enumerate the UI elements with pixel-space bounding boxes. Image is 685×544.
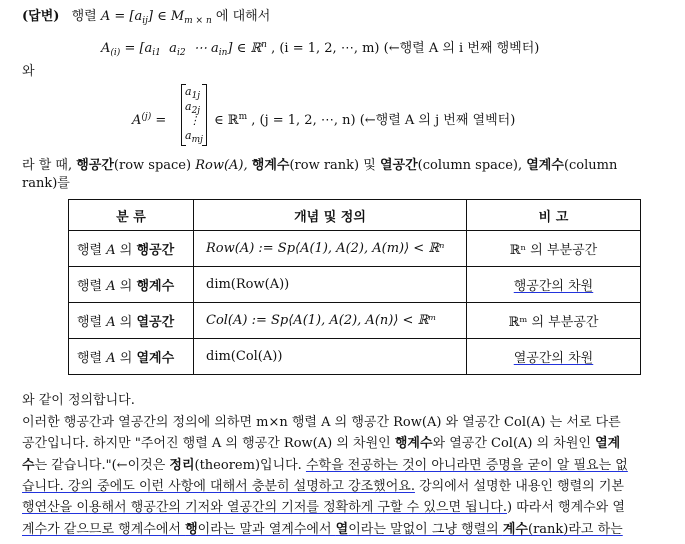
body-line-0: 와 같이 정의합니다. (22, 393, 135, 408)
col-rank-note: 열공간의 차원 (513, 351, 594, 366)
body-line-4: 습니다. 강의 중에도 이런 사항에 대해서 충분히 설명하고 강조했어요. 강의에서 설명한 내용인 행렬의 기본 (22, 479, 624, 494)
table-row: 행렬 A 의 행공간 Row(A) := Sp⟨A(1), A(2), A(m)⟩ < ℝⁿ ℝⁿ 의 부분공간 (69, 231, 641, 267)
row-vector-def: $A_{(i)} = [a_{i1}$ $a_{i2}$ ⋯ $a_{in}$] ∈ ℝ$^n$ , (i = 1, 2, ⋯, m) (←행렬 A 의 i 번째 행벡터) (101, 40, 540, 58)
answer-label: (답변) (22, 9, 60, 24)
definition-table (68, 199, 641, 375)
table-row: 행렬 A 의 행계수 dim(Row(A)) 행공간의 차원 (69, 267, 641, 303)
col-vector-rhs: ∈ ℝ$^m$ , (j = 1, 2, ⋯, n) (←행렬 A 의 j 번째 열벡터) (214, 112, 516, 128)
intro-line-1 (22, 8, 270, 30)
wa-text: 와 (22, 64, 35, 79)
column-vector-matrix: $a_{1j}$ $a_{2j}$ ⋮ $a_{mj}$ (181, 84, 207, 146)
table-row: 행렬 A 의 열공간 Col(A) := Sp⟨A(1), A(2), A(n)⟩ < ℝᵐ ℝᵐ 의 부분공간 (69, 303, 641, 339)
definition-line-1: 라 할 때, 행공간(row space) Row(A), 행계수(row rank) 및 열공간(column space), 열계수(column (22, 158, 618, 173)
col-space-definition: Col(A) := Sp⟨A(1), A(2), A(n)⟩ < ℝᵐ (194, 303, 467, 339)
body-line-3: 수는 같습니다."(←이것은 정리(theorem)입니다. 수학을 전공하는 것이 아니라면 증명을 굳이 알 필요는 없 (22, 458, 628, 473)
definition-line-2: rank)를 (22, 176, 70, 191)
row-rank-note: 행공간의 차원 (513, 279, 594, 294)
header-category: 분 류 (69, 200, 194, 231)
table-row: 행렬 A 의 열계수 dim(Col(A)) 열공간의 차원 (69, 339, 641, 375)
body-line-5: 행연산을 이용해서 행공간의 기저와 열공간의 기저를 정확하게 구할 수 있으면 됩니다.) 따라서 행계수와 열 (22, 500, 625, 515)
body-line-6: 계수가 같으므로 행계수에서 행이라는 말과 열계수에서 열이라는 말없이 그냥 행렬의 계수(rank)라고 하는 (22, 522, 623, 537)
header-note: 비 고 (467, 200, 641, 231)
col-rank-definition: dim(Col(A)) (194, 339, 467, 375)
body-line-2: 공간입니다. 하지만 "주어진 행렬 A 의 행공간 Row(A) 의 차원인 행계수와 열공간 Col(A) 의 차원인 열계 (22, 436, 621, 451)
intro-text-2: 에 대해서 (215, 9, 271, 24)
matrix-def: $A = [a_{ij}]$ ∈ $M_{m \times n}$ (100, 9, 212, 26)
row-vector-note: (←행렬 A 의 i 번째 행벡터) (383, 41, 540, 56)
row-space-definition: Row(A) := Sp⟨A(1), A(2), A(m)⟩ < ℝⁿ (194, 231, 467, 267)
col-vector-lhs: $A^{(j)}$ = (132, 112, 167, 128)
header-definition: 개념 및 정의 (194, 200, 467, 231)
row-rank-definition: dim(Row(A)) (194, 267, 467, 303)
intro-text: 행렬 (71, 9, 97, 24)
body-line-1: 이러한 행공간과 열공간의 정의에 의하면 m×n 행렬 A 의 행공간 Row(A) 와 열공간 Col(A) 는 서로 다른 (22, 415, 621, 430)
col-vector-note: (←행렬 A 의 j 번째 열벡터) (359, 113, 516, 128)
